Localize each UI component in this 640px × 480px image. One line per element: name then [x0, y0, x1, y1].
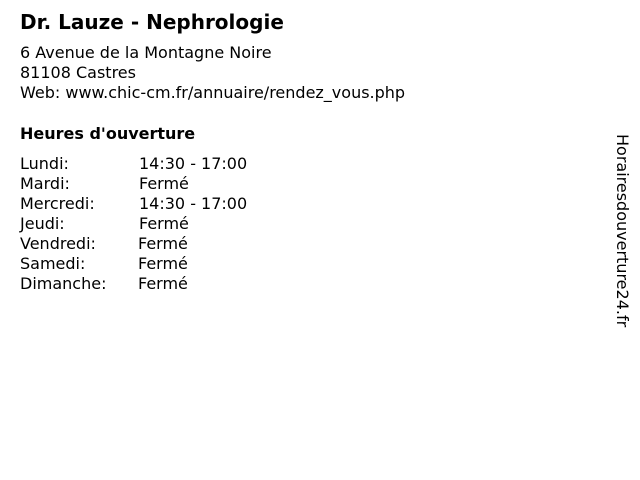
day-label: Jeudi:	[20, 214, 65, 233]
day-label: Samedi:	[20, 254, 86, 273]
address-block	[20, 43, 405, 103]
hours-value: Fermé	[138, 254, 188, 273]
day-label: Mardi:	[20, 174, 70, 193]
hours-value: 14:30 - 17:00	[139, 194, 248, 213]
street-address: 6 Avenue de la Montagne Noire	[20, 43, 272, 62]
hours-value: Fermé	[139, 214, 189, 233]
day-label: Lundi:	[20, 154, 69, 173]
hours-value: Fermé	[138, 274, 188, 293]
hours-value: Fermé	[139, 174, 189, 193]
day-label: Vendredi:	[20, 234, 96, 253]
hours-value: 14:30 - 17:00	[139, 154, 248, 173]
opening-hours-heading: Heures d'ouverture	[20, 124, 196, 143]
day-label: Dimanche:	[20, 274, 107, 293]
hours-value: Fermé	[138, 234, 188, 253]
day-label: Mercredi:	[20, 194, 95, 213]
city-postcode: 81108 Castres	[20, 63, 136, 82]
site-watermark: Horairesdouverture24.fr	[613, 134, 632, 328]
page-title: Dr. Lauze - Nephrologie	[20, 10, 284, 34]
website-link[interactable]: Web: www.chic-cm.fr/annuaire/rendez_vous.php	[20, 83, 406, 102]
